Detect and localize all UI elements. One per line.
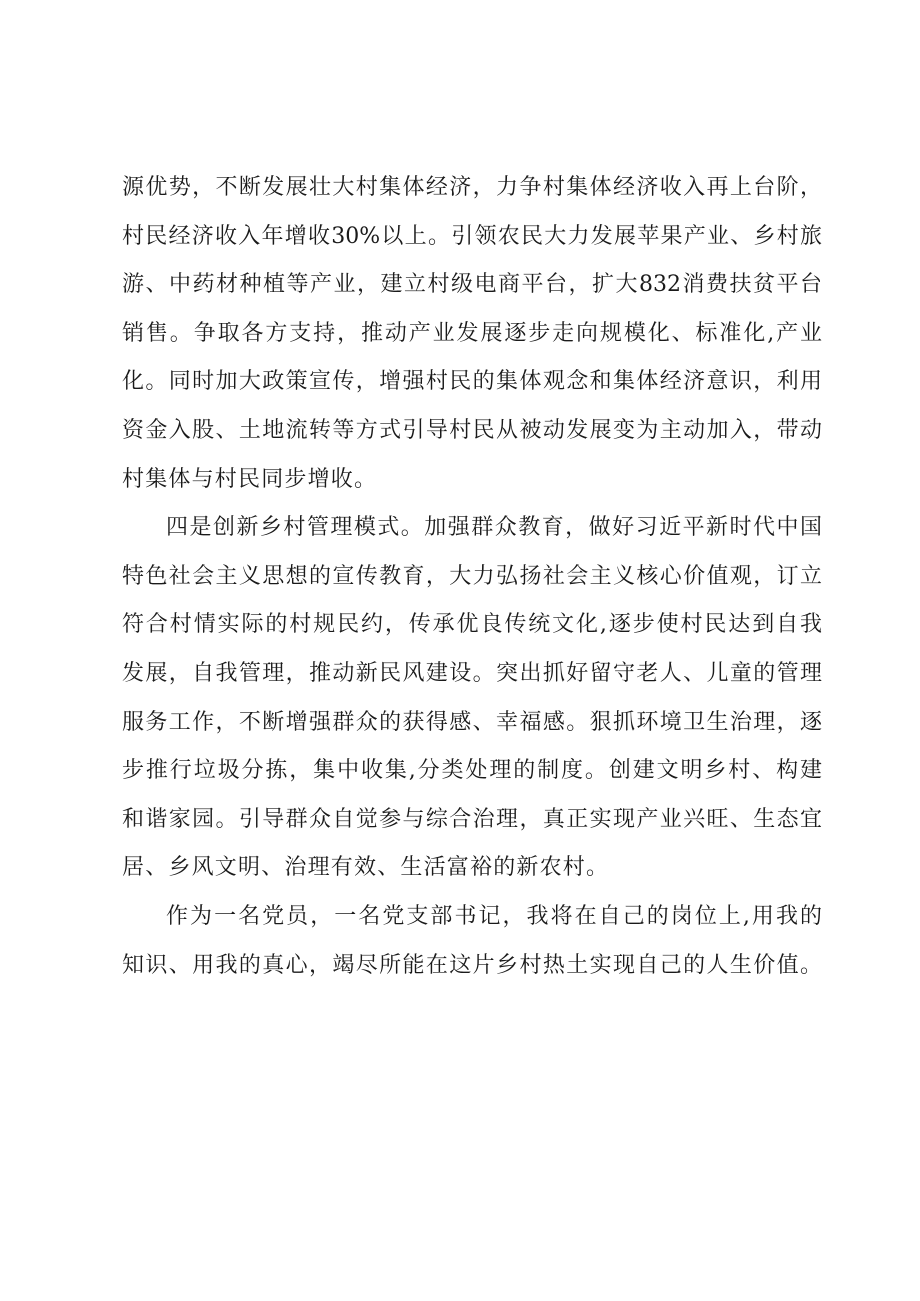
text-line: 知识、用我的真心，竭尽所能在这片乡村热土实现自己的人生价值。 <box>122 952 822 978</box>
document-body <box>122 164 822 990</box>
text-line: 作为一名党员，一名党支部书记，我将在自己的岗位上,用我的 <box>166 903 822 929</box>
text-line: 资金入股、土地流转等方式引导村民从被动发展变为主动加入，带动 <box>122 417 822 443</box>
text-line: 四是创新乡村管理模式。加强群众教育，做好习近平新时代中国 <box>166 515 822 541</box>
text-line: 特色社会主义思想的宣传教育，大力弘扬社会主义核心价值观，订立 <box>122 563 822 589</box>
text-line: 游、中药材种植等产业，建立村级电商平台，扩大832消费扶贫平台 <box>122 272 822 298</box>
text-line: 村集体与村民同步增收。 <box>122 466 378 492</box>
text-line: 发展，自我管理，推动新民风建设。突出抓好留守老人、儿童的管理 <box>122 660 822 686</box>
paragraph-economy <box>122 164 822 504</box>
paragraph-closing <box>122 893 822 990</box>
text-line: 符合村情实际的村规民约，传承优良传统文化,逐步使村民达到自我 <box>122 612 822 638</box>
text-line: 和谐家园。引导群众自觉参与综合治理，真正实现产业兴旺、生态宜 <box>122 806 822 832</box>
text-line: 源优势，不断发展壮大村集体经济，力争村集体经济收入再上台阶， <box>122 175 822 200</box>
text-line: 化。同时加大政策宣传，增强村民的集体观念和集体经济意识，利用 <box>122 369 822 395</box>
text-line: 村民经济收入年增收30%以上。引领农民大力发展苹果产业、乡村旅 <box>122 223 822 249</box>
text-line: 步推行垃圾分拣，集中收集,分类处理的制度。创建文明乡村、构建 <box>122 758 822 784</box>
text-line: 销售。争取各方支持，推动产业发展逐步走向规模化、标准化,产业 <box>122 320 822 346</box>
text-line: 居、乡风文明、治理有效、生活富裕的新农村。 <box>122 855 610 881</box>
paragraph-rural-management <box>122 504 822 893</box>
text-line: 服务工作，不断增强群众的获得感、幸福感。狠抓环境卫生治理，逐 <box>122 709 822 735</box>
